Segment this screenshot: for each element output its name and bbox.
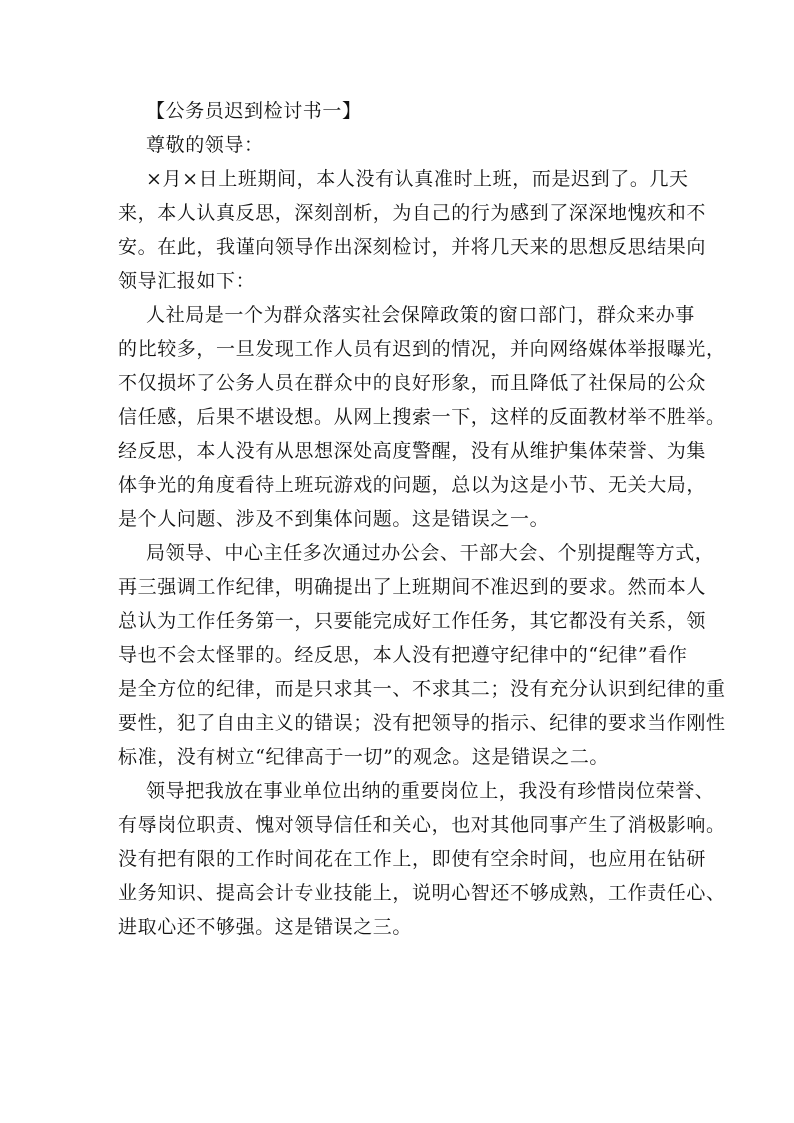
- paragraph-line: 再三强调工作纪律，明确提出了上班期间不准迟到的要求。然而本人: [118, 576, 707, 598]
- paragraph-line: 的比较多，一旦发现工作人员有迟到的情况，并向网络媒体举报曝光，: [118, 338, 726, 360]
- paragraph-line: 体争光的角度看待上班玩游戏的问题，总以为这是小节、无关大局，: [118, 474, 707, 496]
- paragraph-line: 没有把有限的工作时间花在工作上，即使有空余时间，也应用在钻研: [118, 848, 707, 870]
- paragraph-line: 是全方位的纪律，而是只求其一、不求其二；没有充分认识到纪律的重: [118, 678, 726, 700]
- paragraph-line: 标准，没有树立“纪律高于一切”的观念。这是错误之二。: [118, 746, 610, 768]
- paragraph-line: 要性，犯了自由主义的错误；没有把领导的指示、纪律的要求当作刚性: [118, 712, 726, 734]
- paragraph-line: 不仅损坏了公务人员在群众中的良好形象，而且降低了社保局的公众: [118, 372, 707, 394]
- paragraph-2: [118, 298, 726, 536]
- paragraph-line: 安。在此，我谨向领导作出深刻检讨，并将几天来的思想反思结果向: [118, 236, 707, 258]
- paragraph-line: 经反思，本人没有从思想深处高度警醒，没有从维护集体荣誉、为集: [118, 440, 707, 462]
- paragraph-line: 领导汇报如下：: [118, 270, 256, 292]
- paragraph-line: 领导把我放在事业单位出纳的重要岗位上，我没有珍惜岗位荣誉、: [146, 780, 715, 802]
- paragraph-line: 进取心还不够强。这是错误之三。: [118, 916, 413, 938]
- paragraph-line: 业务知识、提高会计专业技能上，说明心智还不够成熟，工作责任心、: [118, 882, 726, 904]
- paragraph-line: 信任感，后果不堪设想。从网上搜索一下，这样的反面教材举不胜举。: [118, 406, 726, 428]
- paragraph-line: 局领导、中心主任多次通过办公会、干部大会、个别提醒等方式，: [146, 542, 715, 564]
- paragraph-line: 来，本人认真反思，深刻剖析，为自己的行为感到了深深地愧疚和不: [118, 202, 707, 224]
- paragraph-line: ×月×日上班期间，本人没有认真准时上班，而是迟到了。几天: [146, 168, 689, 190]
- paragraph-line: 有辱岗位职责、愧对领导信任和关心，也对其他同事产生了消极影响。: [118, 814, 726, 836]
- paragraph-line: 人社局是一个为群众落实社会保障政策的窗口部门，群众来办事: [146, 304, 695, 326]
- document-heading: 【公务员迟到检讨书一】: [146, 100, 362, 122]
- paragraph-line: 导也不会太怪罪的。经反思，本人没有把遵守纪律中的“纪律”看作: [118, 644, 688, 666]
- document-body: [118, 94, 726, 944]
- paragraph-4: [118, 774, 726, 944]
- paragraph-line: 总认为工作任务第一，只要能完成好工作任务，其它都没有关系，领: [118, 610, 707, 632]
- paragraph-line: 是个人问题、涉及不到集体问题。这是错误之一。: [118, 508, 550, 530]
- salutation: 尊敬的领导：: [146, 134, 264, 156]
- paragraph-3: [118, 536, 726, 774]
- paragraph-1: [118, 162, 707, 298]
